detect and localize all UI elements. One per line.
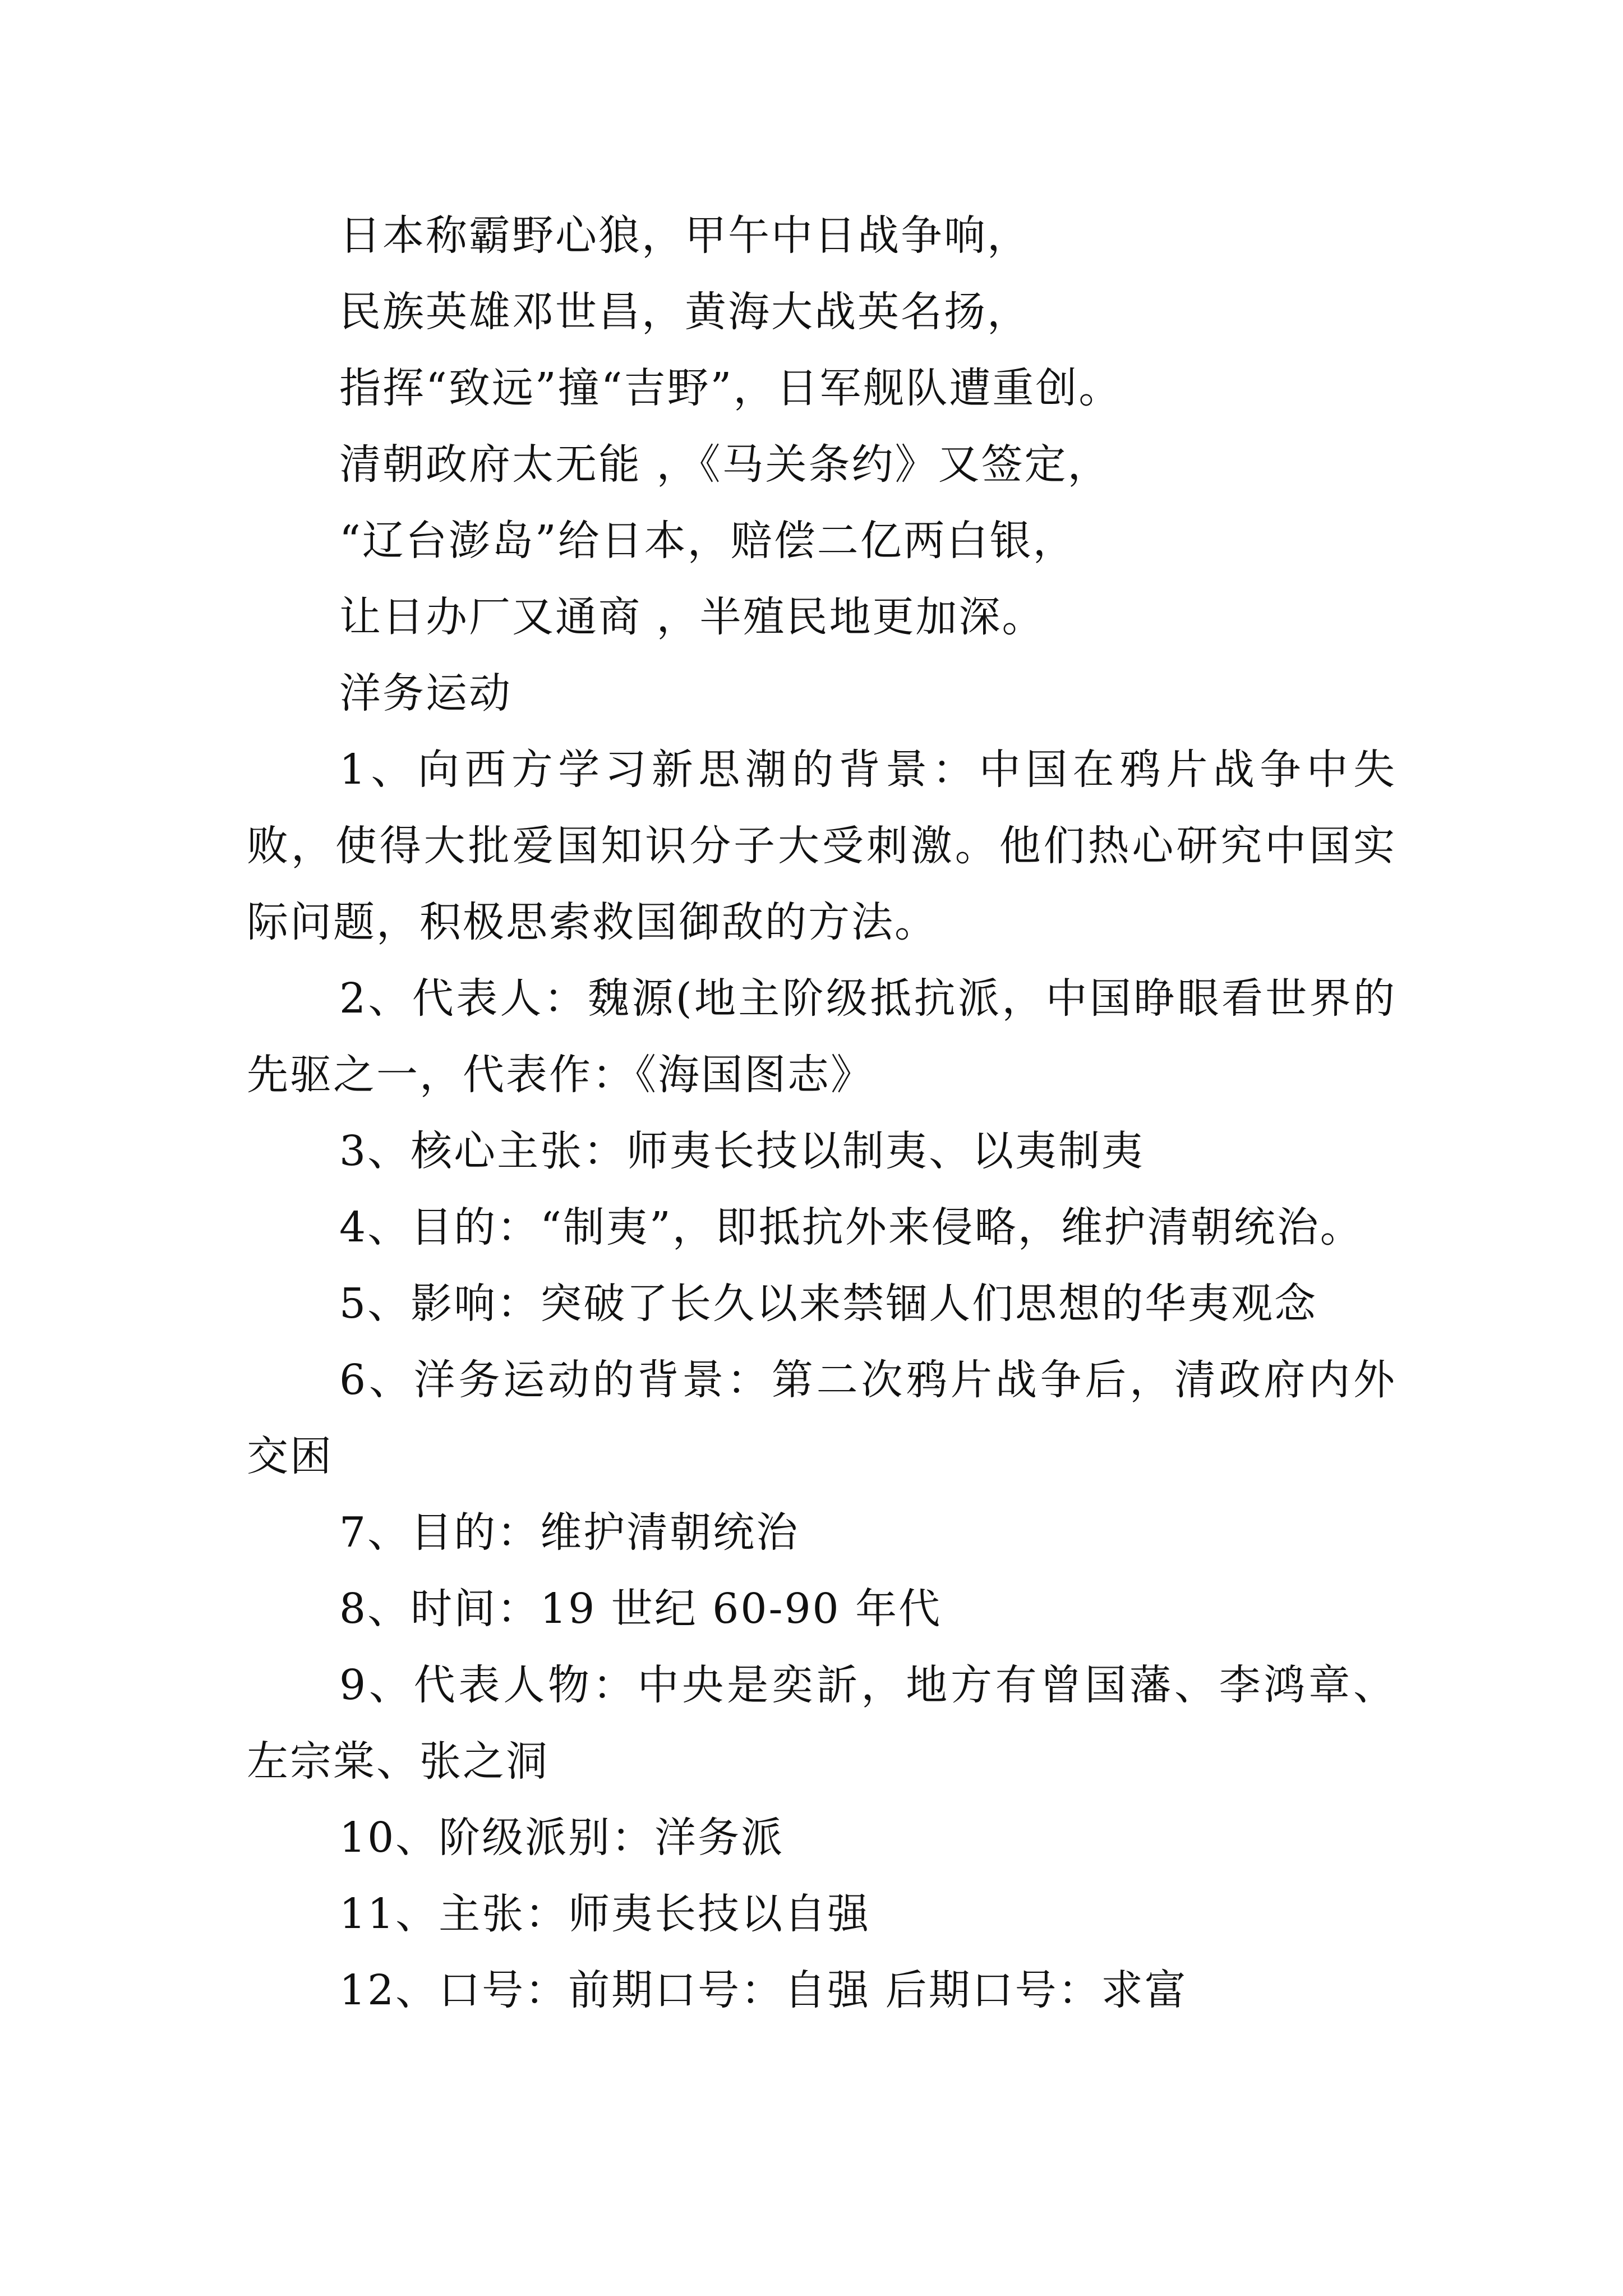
list-item: 11、主张：师夷长技以自强 bbox=[339, 1890, 871, 1938]
poem-line: 让日办厂又通商 ，半殖民地更加深。 bbox=[339, 593, 1045, 641]
section-heading: 洋务运动 bbox=[339, 669, 512, 717]
list-item: 3、核心主张：师夷长技以制夷、以夷制夷 bbox=[339, 1127, 1145, 1175]
list-item: 7、目的：维护清朝统治 bbox=[339, 1508, 800, 1557]
poem-line: 民族英雄邓世昌，黄海大战英名扬， bbox=[339, 288, 1030, 336]
poem-line: 清朝政府太无能 ，《马关条约》又签定， bbox=[339, 440, 1111, 489]
list-item: 2、代表人：魏源(地主阶级抵抗派，中国睁眼看世界的先驱之一，代表作：《海国图志》 bbox=[247, 974, 1396, 1099]
poem-line: 指挥“致远”撞“吉野”，日军舰队遭重创。 bbox=[339, 364, 1122, 412]
list-item: 1、向西方学习新思潮的背景：中国在鸦片战争中失败，使得大批爱国知识分子大受刺激。他们热心研究中国实际问题，积极思索救国御敌的方法。 bbox=[247, 746, 1396, 946]
list-item: 12、口号：前期口号：自强 后期口号：求富 bbox=[339, 1966, 1188, 2014]
list-item: 9、代表人物：中央是奕訢，地方有曾国藩、李鸿章、左宗棠、张之洞 bbox=[247, 1661, 1396, 1786]
poem-line: 日本称霸野心狼，甲午中日战争响， bbox=[339, 211, 1030, 260]
list-item: 10、阶级派别：洋务派 bbox=[339, 1814, 785, 1862]
document-body bbox=[247, 197, 1396, 2028]
list-item: 4、目的：“制夷”，即抵抗外来侵略，维护清朝统治。 bbox=[339, 1203, 1363, 1251]
list-item: 8、时间：19 世纪 60-90 年代 bbox=[339, 1585, 942, 1633]
poem-line: “辽台澎岛”给日本，赔偿二亿两白银， bbox=[339, 517, 1076, 565]
list-item: 6、洋务运动的背景：第二次鸦片战争后，清政府内外交困 bbox=[247, 1356, 1396, 1480]
list-item: 5、影响：突破了长久以来禁锢人们思想的华夷观念 bbox=[339, 1280, 1318, 1328]
